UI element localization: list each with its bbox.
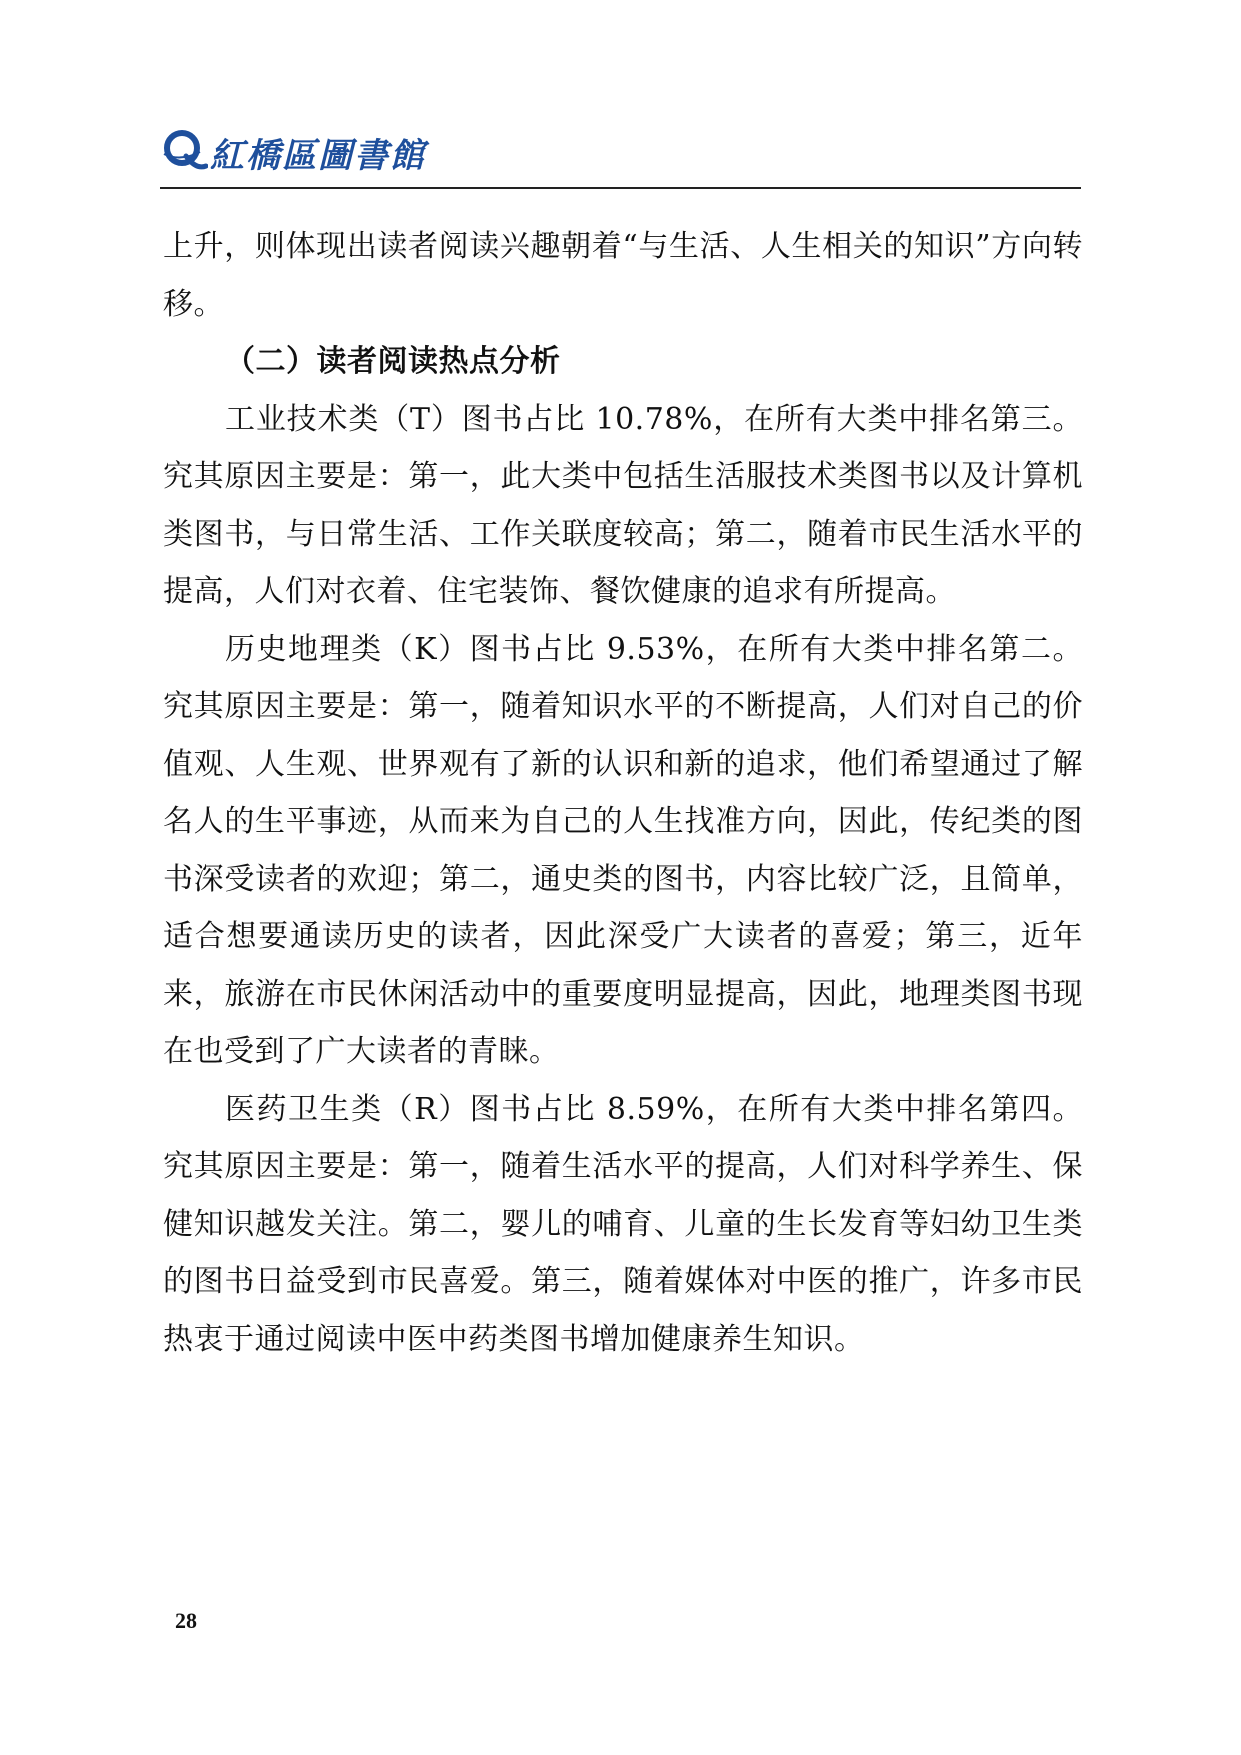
section-heading: （二）读者阅读热点分析	[225, 344, 561, 379]
body-text	[163, 218, 1083, 1368]
header-divider	[160, 187, 1081, 189]
library-logo-icon	[160, 126, 208, 176]
library-name: 紅橋區圖書館	[210, 136, 426, 176]
paragraph-industrial-technology: 工业技术类（T）图书占比 10.78%，在所有大类中排名第三。究其原因主要是：第一，此大类中包括生活服技术类图书以及计算机类图书，与日常生活、工作关联度较高；第二，随着市民生活水平的提高，人们对衣着、住宅装饰、餐饮健康的追求有所提高。	[163, 401, 1083, 609]
page-number: 28	[175, 1608, 197, 1633]
paragraph-medicine-health: 医药卫生类（R）图书占比 8.59%，在所有大类中排名第四。究其原因主要是：第一，随着生活水平的提高，人们对科学养生、保健知识越发关注。第二，婴儿的哺育、儿童的生长发育等妇幼卫生类的图书日益受到市民喜爱。第三，随着媒体对中医的推广，许多市民热衷于通过阅读中医中药类图书增加健康养生知识。	[163, 1091, 1083, 1357]
paragraph-history-geography: 历史地理类（K）图书占比 9.53%，在所有大类中排名第二。究其原因主要是：第一，随着知识水平的不断提高，人们对自己的价值观、人生观、世界观有了新的认识和新的追求，他们希望通过了解名人的生平事迹，从而来为自己的人生找准方向，因此，传纪类的图书深受读者的欢迎；第二，通史类的图书，内容比较广泛，且简单，适合想要通读历史的读者，因此深受广大读者的喜爱；第三，近年来，旅游在市民休闲活动中的重要度明显提高，因此，地理类图书现在也受到了广大读者的青睐。	[163, 631, 1083, 1069]
page-header	[160, 122, 1080, 186]
paragraph-continuation: 上升，则体现出读者阅读兴趣朝着“与生活、人生相关的知识”方向转移。	[163, 229, 1083, 322]
